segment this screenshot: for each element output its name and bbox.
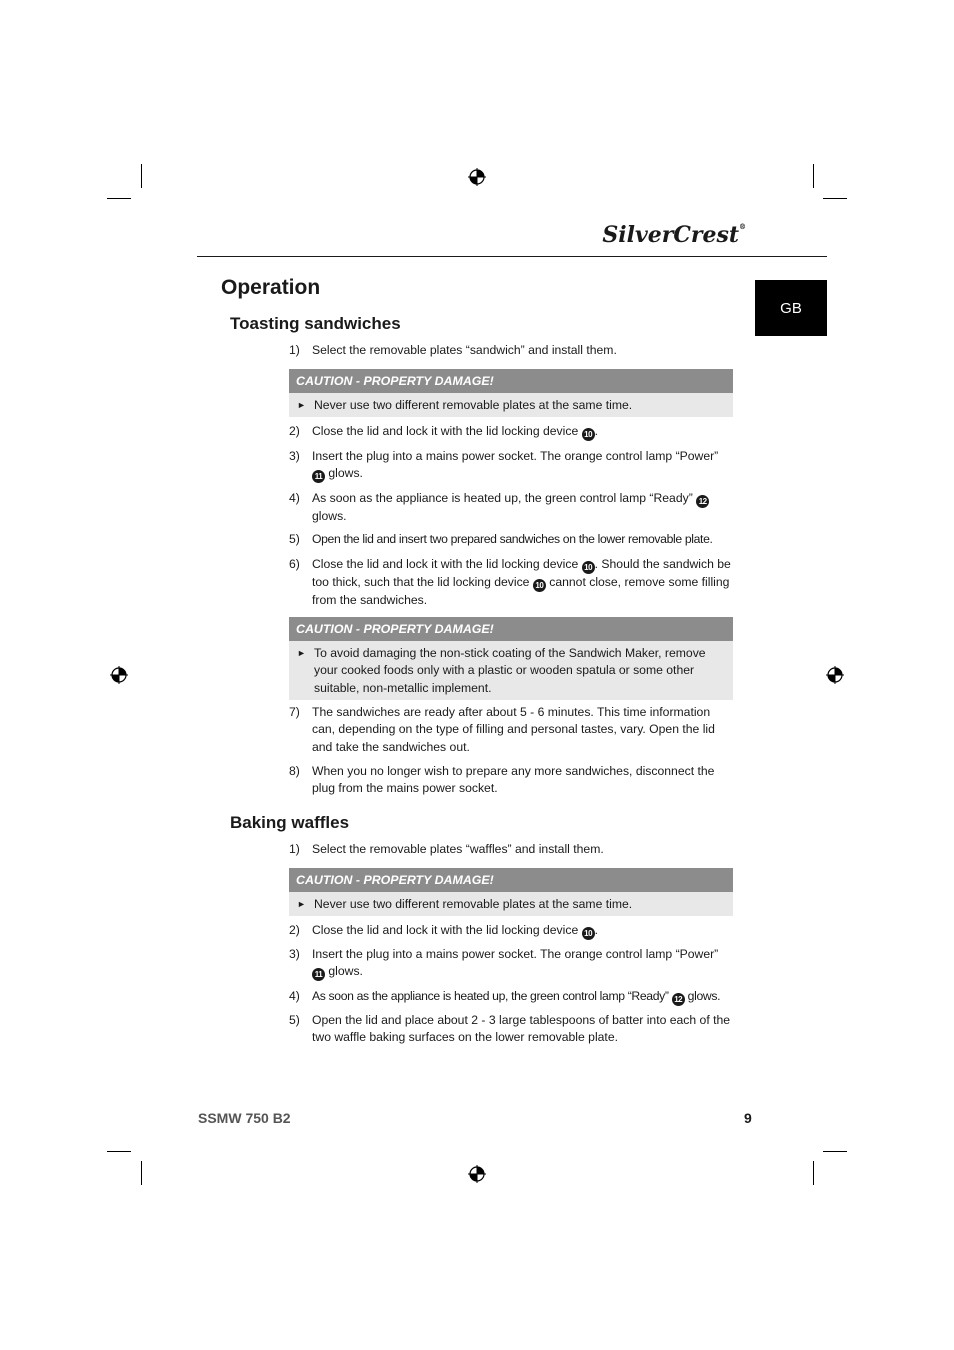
- ref-number-badge: 10: [533, 579, 546, 592]
- step-item: 2) Close the lid and lock it with the lid locking device 10 .: [289, 424, 599, 439]
- step-item: 1) Select the removable plates “waffles” and install them.: [289, 842, 604, 856]
- caution-title: CAUTION - PROPERTY DAMAGE!: [289, 369, 733, 393]
- ref-number-badge: 10: [582, 428, 595, 441]
- ref-number-badge: 12: [696, 495, 709, 508]
- crop-mark: [813, 164, 814, 188]
- step-item: 1) Select the removable plates “sandwich” and install them.: [289, 343, 617, 357]
- crop-mark: [823, 1151, 847, 1152]
- ref-number-badge: 11: [312, 470, 325, 483]
- caution-box: CAUTION - PROPERTY DAMAGE! ► Never use two different removable plates at the same time.: [289, 369, 733, 417]
- brand-logo: SilverCrest®: [602, 222, 746, 248]
- ref-number-badge: 12: [672, 993, 685, 1006]
- page-number: 9: [744, 1110, 752, 1126]
- crop-mark: [813, 1161, 814, 1185]
- caution-box: CAUTION - PROPERTY DAMAGE! ► Never use two different removable plates at the same time.: [289, 868, 733, 916]
- language-tab: GB: [755, 280, 827, 336]
- registration-mark-icon: [468, 168, 486, 186]
- crop-mark: [107, 198, 131, 199]
- step-item: 5) Open the lid and place about 2 - 3 large tablespoons of batter into each of the two waffle baking surfaces on the lower removable plate.: [289, 1013, 731, 1045]
- crop-mark: [107, 1151, 131, 1152]
- crop-mark: [141, 1161, 142, 1185]
- step-item: 3) Insert the plug into a mains power socket. The orange control lamp “Power” 11 glows.: [289, 947, 719, 980]
- ref-number-badge: 10: [582, 927, 595, 940]
- footer-model-number: SSMW 750 B2: [198, 1110, 291, 1126]
- step-item: 4) As soon as the appliance is heated up, the green control lamp “Ready” 12 glows.: [289, 490, 733, 525]
- step-item: 7) The sandwiches are ready after about 5 - 6 minutes. This time information can, depending on the type of filling and personal tastes, vary. Open the lid and take the sandwiches out.: [289, 705, 715, 754]
- registration-mark-icon: [826, 666, 844, 684]
- step-item: 6) Close the lid and lock it with the lid locking device 10 . Should the sandwich be too thick, such that the lid locking device 10 cannot close, remove some filling from the sandwiches.: [289, 557, 731, 607]
- section-heading-waffles: Baking waffles: [230, 813, 350, 832]
- pointer-arrow-icon: ►: [297, 400, 306, 410]
- step-item: 5) Open the lid and insert two prepared sandwiches on the lower removable plate.: [289, 532, 713, 546]
- ref-number-badge: 11: [312, 968, 325, 981]
- page-title: Operation: [221, 276, 321, 299]
- registration-mark-icon: [468, 1165, 486, 1183]
- section-heading-toasting: Toasting sandwiches: [230, 314, 401, 333]
- registration-mark-icon: [110, 666, 128, 684]
- caution-title: CAUTION - PROPERTY DAMAGE!: [289, 617, 733, 641]
- header-rule: [197, 256, 827, 257]
- step-item: 2) Close the lid and lock it with the lid locking device 10 .: [289, 923, 599, 938]
- crop-mark: [141, 164, 142, 188]
- ref-number-badge: 10: [582, 561, 595, 574]
- caution-box: CAUTION - PROPERTY DAMAGE! ► To avoid damaging the non-stick coating of the Sandwich Maker, remove your cooked foods only with a plastic or wooden spatula or some other suitable, non-metallic implement.: [289, 617, 733, 700]
- caution-title: CAUTION - PROPERTY DAMAGE!: [289, 868, 733, 892]
- pointer-arrow-icon: ►: [297, 899, 306, 909]
- step-item: 4) As soon as the appliance is heated up, the green control lamp “Ready” 12 glows.: [289, 989, 721, 1004]
- step-item: 8) When you no longer wish to prepare any more sandwiches, disconnect the plug from the mains power socket.: [289, 764, 715, 796]
- pointer-arrow-icon: ►: [297, 648, 306, 658]
- crop-mark: [823, 198, 847, 199]
- step-item: 3) Insert the plug into a mains power socket. The orange control lamp “Power” 11 glows.: [289, 449, 719, 482]
